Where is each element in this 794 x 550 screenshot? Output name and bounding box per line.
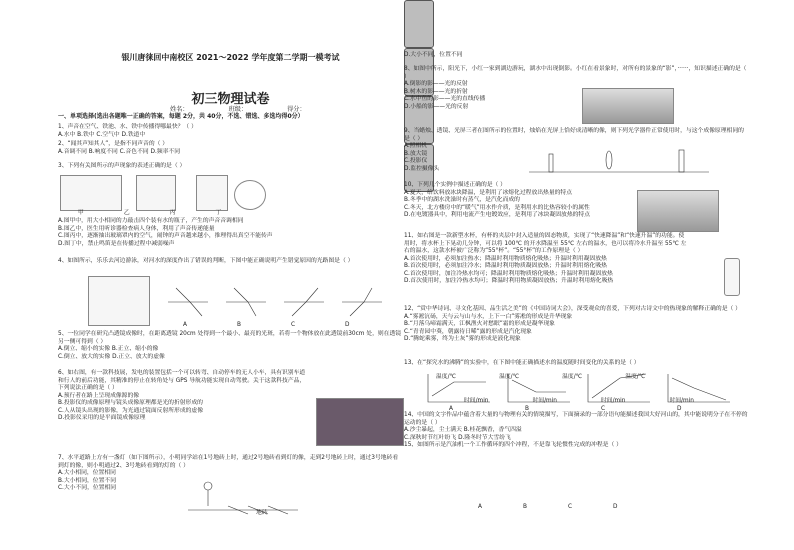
cup-figure [724, 258, 740, 296]
question-1: 1、声音在空气、铁池、水、铁中传播得哪最快？（ ） A.水中 B.铁中 C.空气中 D.铁道中 [58, 124, 197, 138]
cylinder-a [404, 0, 434, 48]
q13-axis-labels: 温度/℃ 温度/℃ 温度/℃ 温度/℃ [436, 374, 646, 380]
question-13: 13、在“探究水的沸腾”的实验中，在下图中能正确描述水的温度随时间变化的关系的是（ ） [404, 360, 640, 366]
bell-jar-figure [196, 175, 228, 211]
optical-bench-figure [529, 146, 709, 176]
question-9: 9、当蜡烛、透镜、光屏三者在图所示的位置时，烛焰在光屏上恰好成清晰的像，则下列光学器件正常使用时，与这个成像原理相同的是（ ） A.照相机 B.放大镜 C.投影仪 D.监控摄像头 [404, 128, 744, 172]
bottles-figure [60, 175, 122, 211]
floor-label: 地砖 [256, 510, 268, 516]
question-2: 2、“闻其声知其人”，是指不同声音的（ ） A.音调不同 B.响度不同 C.音色不同 D.频率不同 [58, 141, 181, 155]
q15-figure-labels: A B C D [478, 504, 618, 510]
exam-subtitle: 初三物理试卷 [191, 92, 270, 107]
q13-graph-labels: A B C D [449, 406, 682, 412]
name-label: 姓名： [170, 106, 189, 113]
question-4: 4、如图所示，乐乐去河边游泳，对河水的深度作出了错误的判断，下图中能正确说明产生错觉原因的光路图是（ ） [58, 258, 354, 264]
lake-photo [582, 88, 674, 124]
projection-photo [316, 398, 404, 446]
question-8: 8、如图中所示，阳光下，小红一家到湖边游玩，湖水中出现倒影。小红在看景象时，对所有的景象的“影”，······，知识描述正确的是（ ） A.倒影的影——光的反射 B.树木的影——光的折射 C.水中鱼的影——光的直线传播 D.小船的影——光的反射 [404, 66, 747, 110]
doctor-figure [136, 175, 176, 211]
ice-photo [637, 190, 719, 232]
section-heading: 一、单项选择(选出各题唯一正确的答案，每题 2分，共 40分，不选、错选、多选均得0分） [58, 113, 304, 120]
no-horn-sign [234, 180, 266, 210]
optics-diagrams [168, 284, 398, 320]
question-11: 11、如右图是一款新型水杯，有杯的夹层中封入适量的固态物质，实现了“快速降温”和“快速升温”的功能。使用时，将水杯上下晃动几分钟，可以将 100℃ 的开水降温至 55℃ 左右的温水，也可以将冷水升温至 55℃ 左右的温水，这款水杯被广泛称为“55°杯”。“55°杯”的工作原理是（ ） A.首次使用时，必须加注热水；降温时利用物质熔化吸热；升温时利用凝固放热 B.首次使用时，必须加注冷水；降温时利用物质凝固放热；升温时利用熔化吸热 C.首次使用时，加注冷热水均可；降温时利用物质熔化吸热；升温时利用凝固放热 D.首次使用时，加注冷热水均可；降温时利用物质凝固放热；升温时利用熔化吸热 [404, 233, 687, 284]
exam-title: 银川唐徕回中南校区 2021～2022 学年度第二学期一模考试 [121, 53, 340, 62]
student-info [170, 104, 410, 113]
question-6: 6、如右图，有一款科技展，发电的装置包括一个可以转弯、自动停车的无人小车，具有识别车道和行人的前后功能，其精准的停止在转角处与 GPS 导航功能实现自动驾驶。关于这款科技产品，下列说法正确的是（ ） A.预行者在路上呈现成像源的像 B.投影仪的成像原理与镜头成像原理都是光的折射形成的 C.人从镜头出现的影像，为光通过镜面反射所形成的虚像 D.投影仪采用的是平面镜成像原理 [58, 370, 306, 421]
question-10: 10、下列几个实例中描述正确的是（ ） A.夏天，给饮料放冰块降温，是利用了冰熔化过程放出热量的特点 B.冬季中的湖水洗澡时有蒸气，是汽化而成的 C.冬天，北方楼房中的“暖气”用水作介质，是利用水的比热容较小的属性 D.在电镀器具中，利用电流产生电镀效应，是利用了冰块凝固放热的特点 [404, 182, 591, 218]
question-12: 12、“赏中华诗词、寻文化基因、品生活之美”的《中国诗词大会》，深受观众的喜爱，下列对古诗文中的热现象的解释正确的是（ ） A.“雾凇沆砀，天与云与山与水，上下一白”雾凇的形成是升华现象 B.“月落乌啼霜满天，江枫渔火对愁眠”霜的形成是凝华现象 C.“青青园中葵，朝露待日晞”露的形成是汽化现象 D.“腾蛇乘雾，终为土灰”雾的形成是液化现象 [404, 306, 741, 342]
refraction-diagrams [168, 284, 398, 320]
q3-figure-labels: 甲 乙 丙 丁 [78, 210, 222, 216]
q7-option-d: D.大小不同，位置不同 [404, 52, 463, 58]
right-column [404, 0, 749, 510]
swimmer-figure [88, 276, 150, 326]
question-15: 15、如图所示是汽油机一个工作循环的四个冲程，不是靠飞轮惯性完成的冲程是（ ） [404, 442, 622, 448]
class-label: 班级： [228, 106, 248, 113]
bench-diagram [529, 146, 709, 176]
question-14: 14、中国的文字作品中蕴含着大量的与物理有关的情境描写，下面摘录的一部分语句能描述我国大好河山的，其中能说明分子在不停的运动的是（ ） A.沙尘暴起，尘土满天 B.桂花飘香，香气四溢 C.深秋时节红叶纷飞 D.隆冬时节大雪纷飞 [404, 412, 748, 441]
question-7: 7、水平道路上方有一盏灯（如下图所示），小明同学站在1号地砖上时，通过2号地砖看到灯的像，走到2号地砖上时，通过3号地砖看到灯的像，则小明通过2、3号地砖看到的灯的（ ） A.大小相同，位置相同 B.大小相同，位置不同 C.大小不同，位置相同 [58, 455, 399, 491]
q13-time-labels: 时间/min 时间/min 时间/min 时间/min [464, 398, 694, 404]
score-label: 得分： [287, 106, 306, 113]
question-3: 3、下列有关图所示的声现象的表述正确的是（ ） [58, 163, 186, 169]
q3-options: A.图甲中，用大小相同的力敲击四个装有水的瓶子，产生的声音音调相同 B.图乙中，医生用听诊器检查病人身体，利用了声音传递能量 C.图丙中，逐渐抽出玻璃罩内的空气，闹钟的声音越来越小，推理得出真空不能传声 D.图丁中，禁止鸣笛是在传播过程中减弱噪声 [58, 218, 273, 247]
question-5: 5、一位同学在研究凸透镜成像时，在距离透镜 20cm 处得到一个最小、最亮的光斑，若将一个物体放在此透镜前30cm 处，则在透镜另一侧可得到（ ） A.倒立、缩小的实像 B.正立、缩小的像 C.倒立、放大的实像 D.正立、放大的虚像 [58, 331, 402, 360]
q4-figure-labels: A B C D [183, 322, 350, 328]
